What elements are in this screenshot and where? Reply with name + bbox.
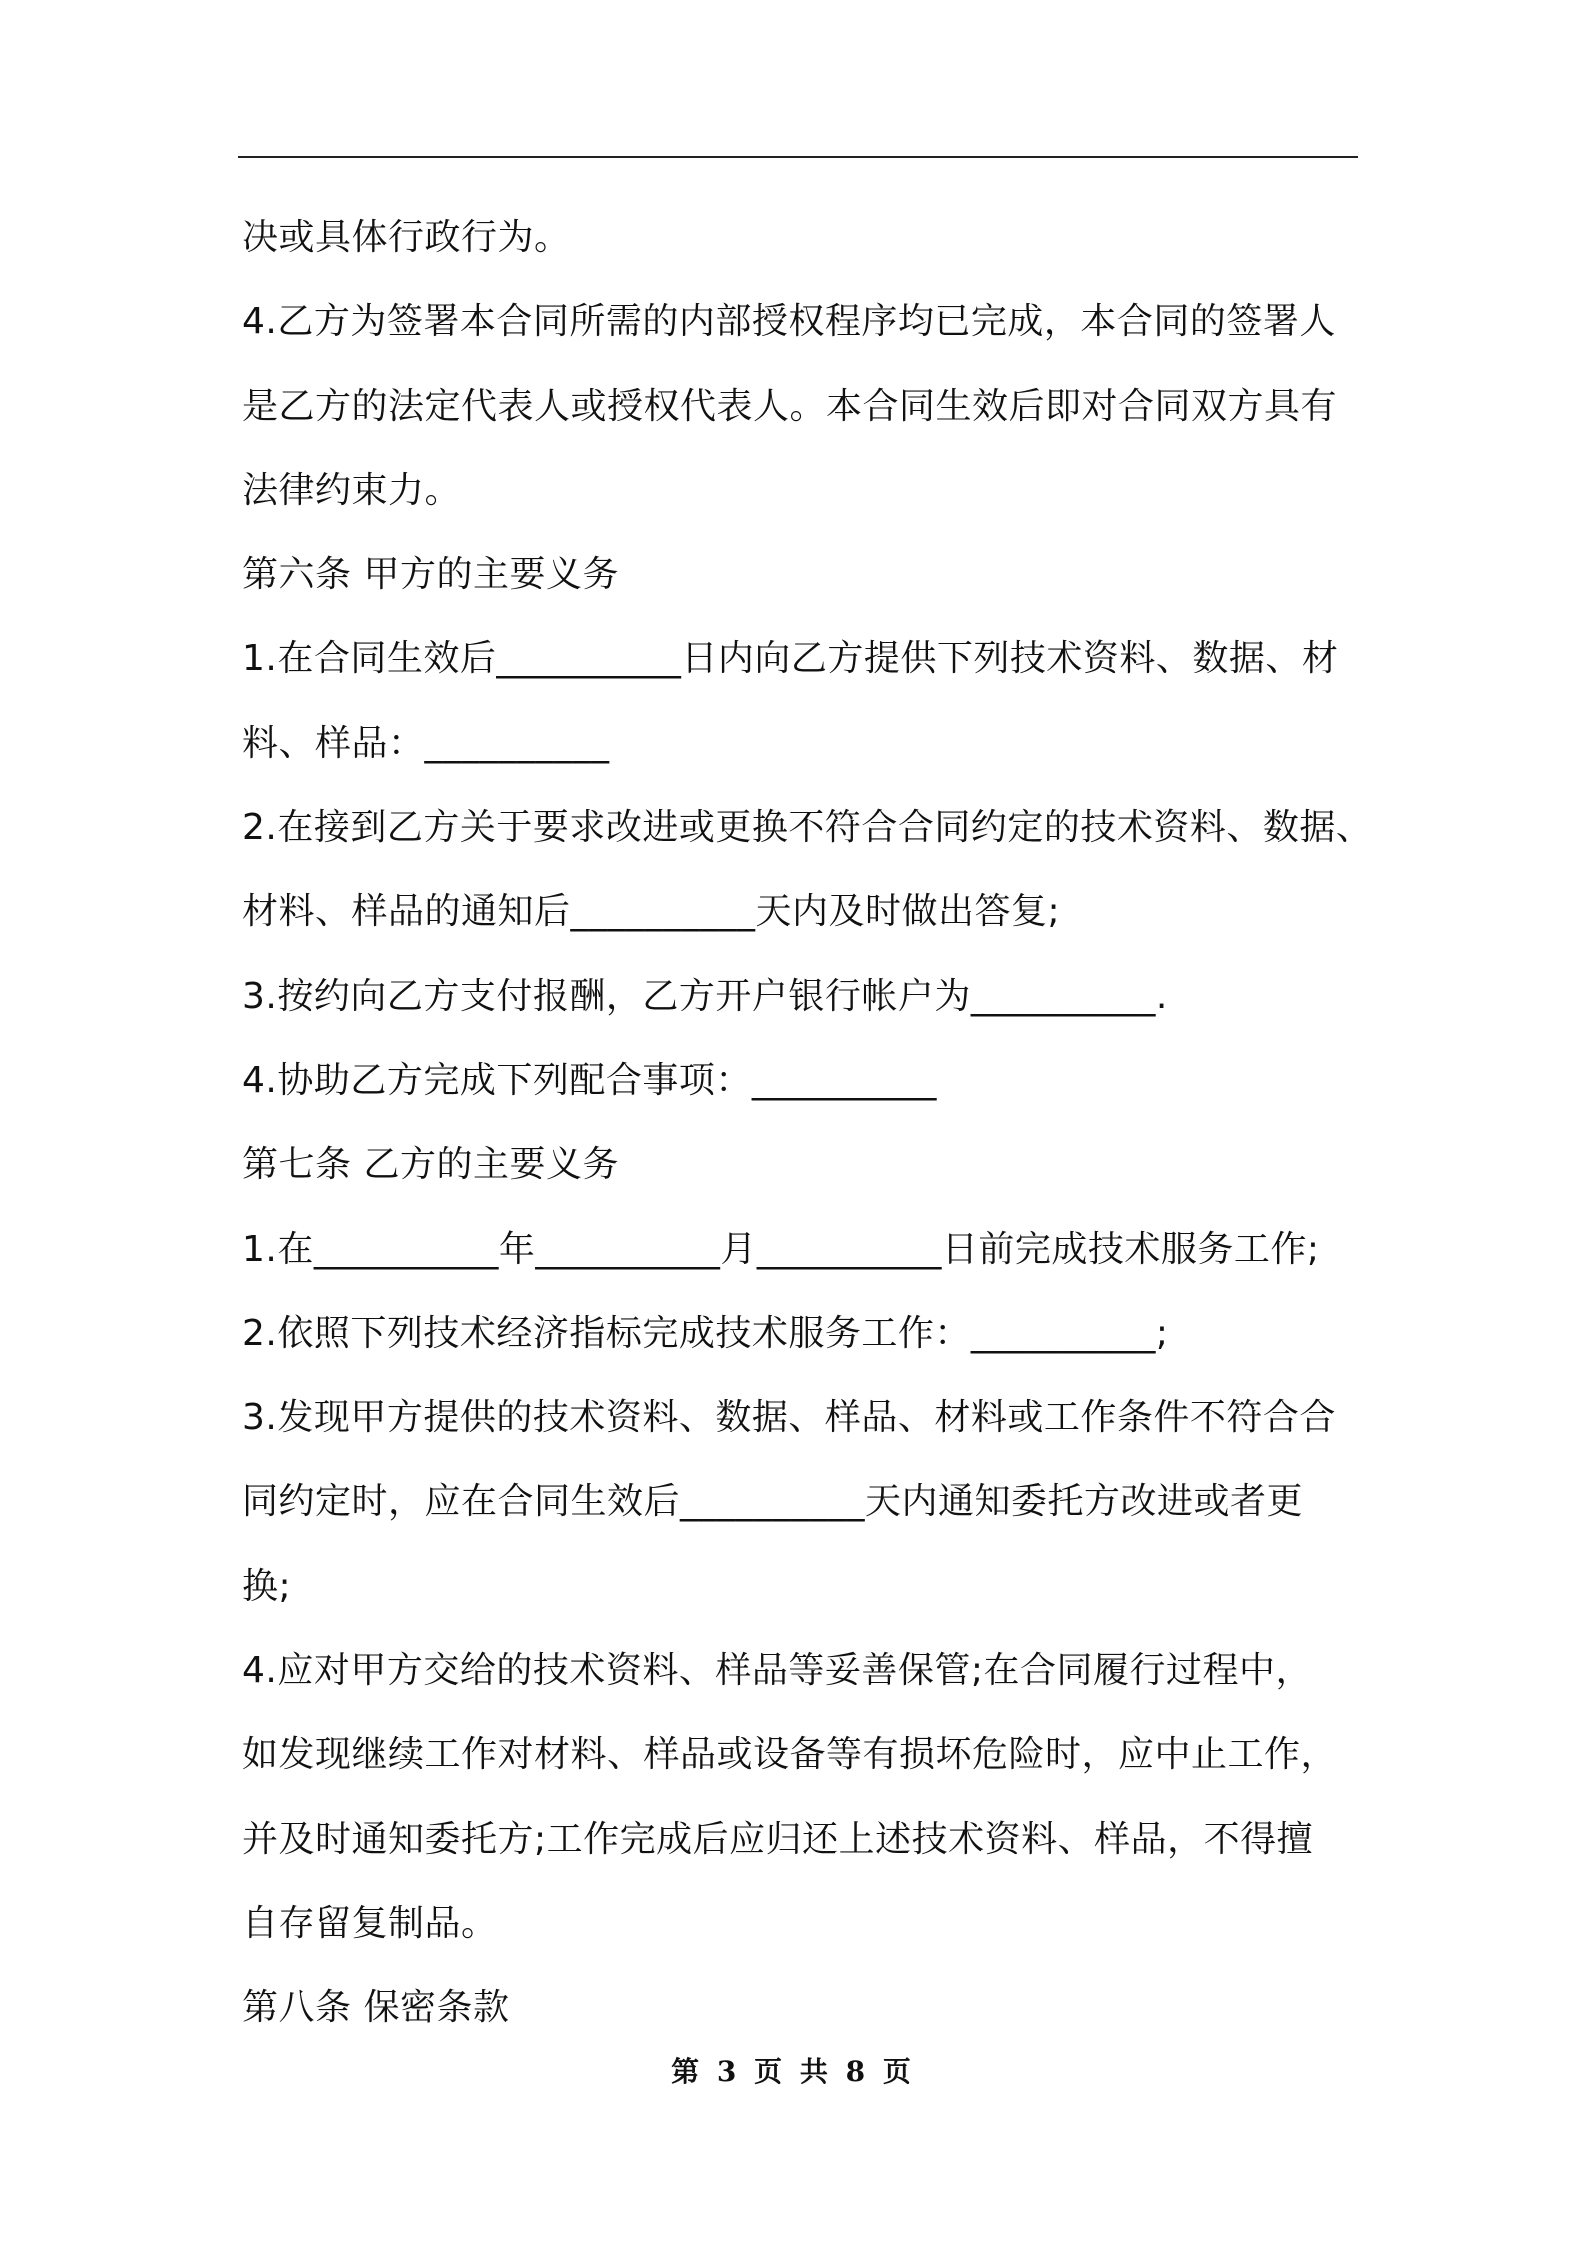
text-line: 法律约束力。 xyxy=(242,469,462,511)
text-line: 2.依照下列技术经济指标完成技术服务工作：__________; xyxy=(242,1312,1169,1354)
text-line: 材料、样品的通知后__________天内及时做出答复; xyxy=(242,891,1061,933)
text-line: 4.乙方为签署本合同所需的内部授权程序均已完成，本合同的签署人 xyxy=(242,301,1336,343)
section-heading: 第八条 保密条款 xyxy=(242,1987,510,2029)
text-line: 并及时通知委托方;工作完成后应归还上述技术资料、样品，不得擅 xyxy=(242,1818,1314,1860)
text-line: 1.在__________年__________月__________日前完成技术服务工作; xyxy=(242,1228,1320,1270)
text-line: 自存留复制品。 xyxy=(242,1902,498,1944)
text-line: 料、样品：__________ xyxy=(242,722,610,764)
header-rule xyxy=(238,156,1358,158)
text-line: 3.发现甲方提供的技术资料、数据、样品、材料或工作条件不符合合 xyxy=(242,1397,1336,1439)
text-line: 换; xyxy=(242,1565,292,1607)
text-line: 决或具体行政行为。 xyxy=(242,217,571,258)
section-heading: 第六条 甲方的主要义务 xyxy=(242,554,619,596)
section-heading: 第七条 乙方的主要义务 xyxy=(242,1144,619,1186)
page-footer xyxy=(0,2050,1586,2090)
page-number: 第 3 页 共 8 页 xyxy=(671,2055,915,2088)
text-line: 2.在接到乙方关于要求改进或更换不符合合同约定的技术资料、数据、 xyxy=(242,807,1373,849)
document-body xyxy=(242,196,1372,2051)
text-line: 4.应对甲方交给的技术资料、样品等妥善保管;在合同履行过程中， xyxy=(242,1650,1312,1692)
text-line: 3.按约向乙方支付报酬，乙方开户银行帐户为__________. xyxy=(242,975,1168,1017)
text-line: 同约定时，应在合同生效后__________天内通知委托方改进或者更 xyxy=(242,1481,1304,1523)
text-line: 如发现继续工作对材料、样品或设备等有损坏危险时，应中止工作， xyxy=(242,1734,1338,1776)
text-line: 4.协助乙方完成下列配合事项：__________ xyxy=(242,1059,937,1101)
text-line: 是乙方的法定代表人或授权代表人。本合同生效后即对合同双方具有 xyxy=(242,385,1338,427)
text-line: 1.在合同生效后__________日内向乙方提供下列技术资料、数据、材 xyxy=(242,638,1339,680)
